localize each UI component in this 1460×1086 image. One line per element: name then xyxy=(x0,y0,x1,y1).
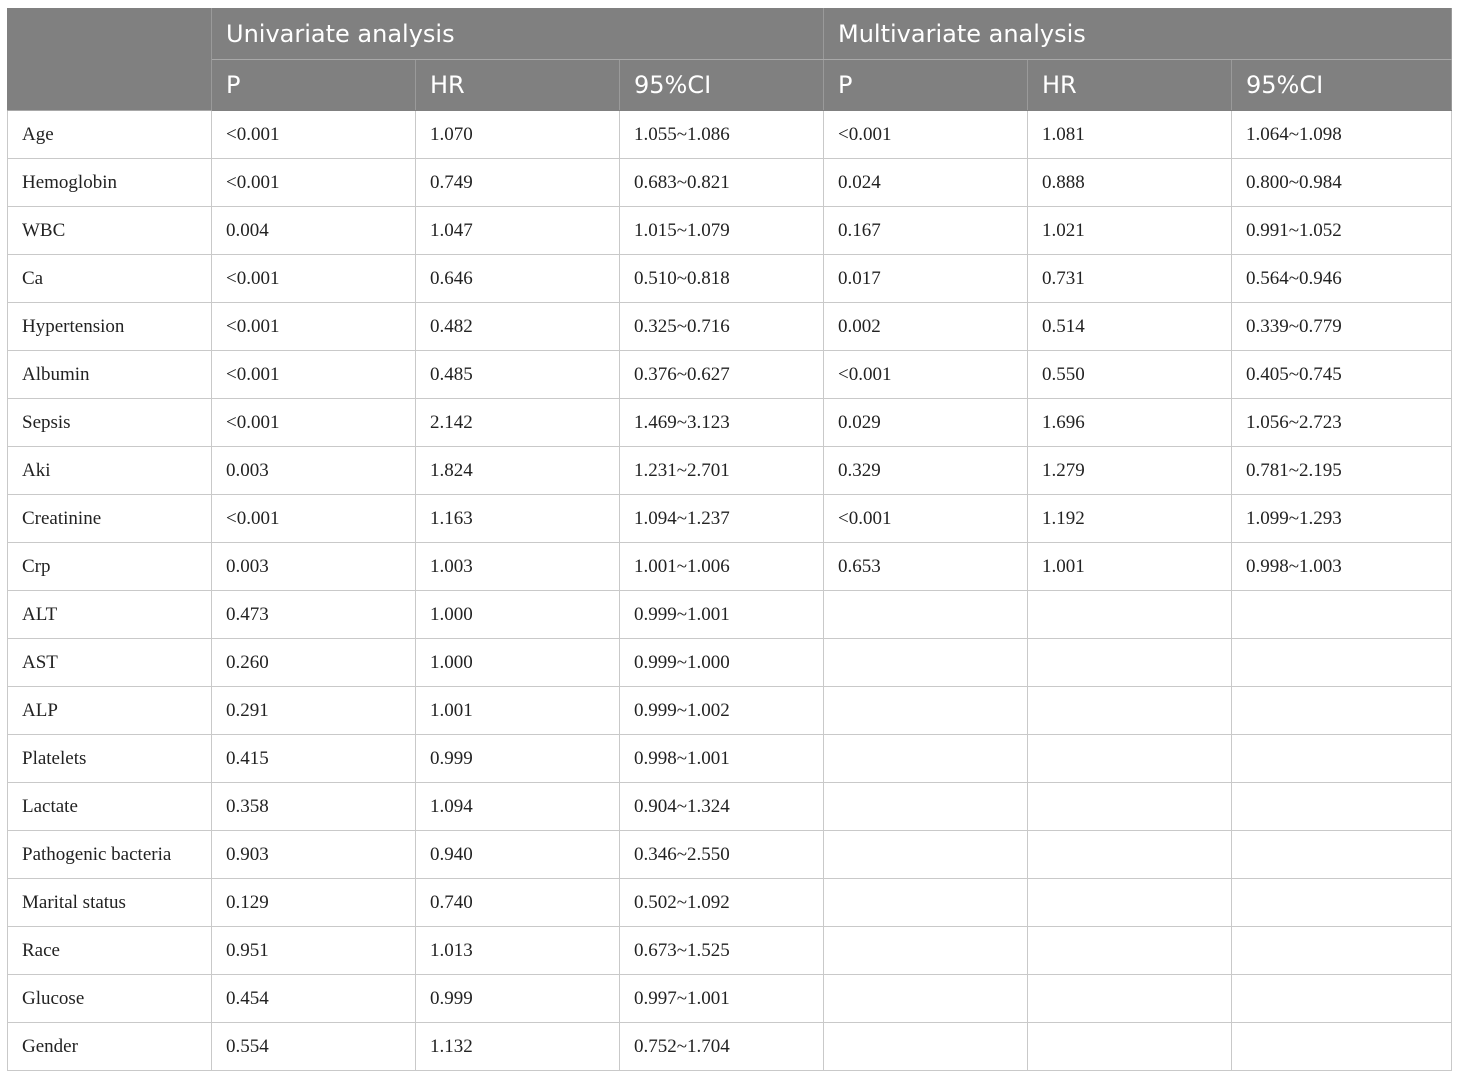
variable-cell: Hypertension xyxy=(8,303,212,351)
multivariate-p-header: P xyxy=(824,60,1028,111)
table-row xyxy=(8,255,1452,303)
variable-cell: AST xyxy=(8,639,212,687)
univariate-p-cell: 0.951 xyxy=(212,927,416,975)
variable-cell: Platelets xyxy=(8,735,212,783)
univariate-p-cell: 0.415 xyxy=(212,735,416,783)
variable-cell: Hemoglobin xyxy=(8,159,212,207)
univariate-p-cell: 0.003 xyxy=(212,447,416,495)
multivariate-ci-cell: 1.064~1.098 xyxy=(1232,111,1452,159)
univariate-p-cell: 0.358 xyxy=(212,783,416,831)
variable-cell: Marital status xyxy=(8,879,212,927)
univariate-p-cell: <0.001 xyxy=(212,399,416,447)
multivariate-hr-cell: 1.696 xyxy=(1028,399,1232,447)
univariate-ci-cell: 0.673~1.525 xyxy=(620,927,824,975)
multivariate-ci-cell xyxy=(1232,831,1452,879)
multivariate-p-cell: <0.001 xyxy=(824,495,1028,543)
univariate-hr-header: HR xyxy=(416,60,620,111)
multivariate-ci-cell xyxy=(1232,879,1452,927)
table-body xyxy=(8,111,1452,1071)
univariate-p-cell: 0.473 xyxy=(212,591,416,639)
multivariate-hr-cell: 0.731 xyxy=(1028,255,1232,303)
univariate-p-cell: 0.004 xyxy=(212,207,416,255)
univariate-p-cell: <0.001 xyxy=(212,111,416,159)
univariate-ci-cell: 1.231~2.701 xyxy=(620,447,824,495)
table-row xyxy=(8,207,1452,255)
variable-cell: Crp xyxy=(8,543,212,591)
table-row xyxy=(8,735,1452,783)
multivariate-ci-cell: 1.056~2.723 xyxy=(1232,399,1452,447)
multivariate-p-cell xyxy=(824,783,1028,831)
multivariate-hr-cell: 0.888 xyxy=(1028,159,1232,207)
multivariate-hr-header: HR xyxy=(1028,60,1232,111)
variable-cell: Lactate xyxy=(8,783,212,831)
variable-cell: ALP xyxy=(8,687,212,735)
multivariate-p-cell xyxy=(824,879,1028,927)
multivariate-hr-cell: 1.001 xyxy=(1028,543,1232,591)
multivariate-ci-cell xyxy=(1232,591,1452,639)
univariate-ci-cell: 0.999~1.001 xyxy=(620,591,824,639)
multivariate-p-cell: 0.167 xyxy=(824,207,1028,255)
univariate-p-cell: 0.454 xyxy=(212,975,416,1023)
multivariate-p-cell: 0.329 xyxy=(824,447,1028,495)
table-row xyxy=(8,447,1452,495)
univariate-ci-cell: 0.346~2.550 xyxy=(620,831,824,879)
multivariate-p-cell: 0.017 xyxy=(824,255,1028,303)
univariate-ci-cell: 0.997~1.001 xyxy=(620,975,824,1023)
univariate-hr-cell: 0.482 xyxy=(416,303,620,351)
multivariate-ci-cell: 0.991~1.052 xyxy=(1232,207,1452,255)
univariate-ci-cell: 1.469~3.123 xyxy=(620,399,824,447)
univariate-hr-cell: 0.646 xyxy=(416,255,620,303)
multivariate-p-cell xyxy=(824,639,1028,687)
multivariate-ci-cell: 0.781~2.195 xyxy=(1232,447,1452,495)
table-row xyxy=(8,1023,1452,1071)
table-row xyxy=(8,639,1452,687)
multivariate-ci-header: 95%CI xyxy=(1232,60,1452,111)
univariate-hr-cell: 1.132 xyxy=(416,1023,620,1071)
table-row xyxy=(8,831,1452,879)
multivariate-ci-cell xyxy=(1232,927,1452,975)
table-row xyxy=(8,159,1452,207)
table-row xyxy=(8,495,1452,543)
univariate-p-cell: <0.001 xyxy=(212,303,416,351)
univariate-ci-cell: 0.376~0.627 xyxy=(620,351,824,399)
table-row xyxy=(8,927,1452,975)
multivariate-hr-cell: 0.514 xyxy=(1028,303,1232,351)
univariate-ci-cell: 0.502~1.092 xyxy=(620,879,824,927)
table-row xyxy=(8,591,1452,639)
multivariate-ci-cell: 0.339~0.779 xyxy=(1232,303,1452,351)
header-subcolumn-row xyxy=(8,60,1452,111)
variable-cell: Creatinine xyxy=(8,495,212,543)
univariate-group-header: Univariate analysis xyxy=(212,9,824,60)
variable-cell: Gender xyxy=(8,1023,212,1071)
variable-cell: Aki xyxy=(8,447,212,495)
univariate-p-cell: <0.001 xyxy=(212,159,416,207)
univariate-hr-cell: 0.940 xyxy=(416,831,620,879)
table-header xyxy=(8,9,1452,111)
multivariate-p-cell xyxy=(824,687,1028,735)
univariate-hr-cell: 1.001 xyxy=(416,687,620,735)
univariate-hr-cell: 1.000 xyxy=(416,639,620,687)
multivariate-ci-cell xyxy=(1232,735,1452,783)
variable-cell: Age xyxy=(8,111,212,159)
multivariate-ci-cell: 0.405~0.745 xyxy=(1232,351,1452,399)
multivariate-ci-cell: 0.998~1.003 xyxy=(1232,543,1452,591)
table-row xyxy=(8,783,1452,831)
univariate-hr-cell: 0.999 xyxy=(416,975,620,1023)
univariate-ci-header: 95%CI xyxy=(620,60,824,111)
multivariate-ci-cell xyxy=(1232,1023,1452,1071)
univariate-ci-cell: 1.094~1.237 xyxy=(620,495,824,543)
univariate-hr-cell: 0.740 xyxy=(416,879,620,927)
multivariate-hr-cell: 1.021 xyxy=(1028,207,1232,255)
univariate-hr-cell: 1.047 xyxy=(416,207,620,255)
univariate-hr-cell: 0.999 xyxy=(416,735,620,783)
multivariate-hr-cell xyxy=(1028,783,1232,831)
header-group-row xyxy=(8,9,1452,60)
univariate-p-cell: 0.291 xyxy=(212,687,416,735)
univariate-ci-cell: 1.055~1.086 xyxy=(620,111,824,159)
multivariate-p-cell: <0.001 xyxy=(824,351,1028,399)
variable-cell: Glucose xyxy=(8,975,212,1023)
univariate-p-cell: 0.260 xyxy=(212,639,416,687)
univariate-p-cell: 0.554 xyxy=(212,1023,416,1071)
univariate-ci-cell: 0.999~1.000 xyxy=(620,639,824,687)
univariate-ci-cell: 0.510~0.818 xyxy=(620,255,824,303)
univariate-p-cell: 0.129 xyxy=(212,879,416,927)
univariate-ci-cell: 0.752~1.704 xyxy=(620,1023,824,1071)
univariate-p-cell: 0.003 xyxy=(212,543,416,591)
multivariate-p-cell xyxy=(824,591,1028,639)
univariate-hr-cell: 1.000 xyxy=(416,591,620,639)
univariate-p-cell: <0.001 xyxy=(212,255,416,303)
multivariate-ci-cell: 0.564~0.946 xyxy=(1232,255,1452,303)
multivariate-hr-cell xyxy=(1028,927,1232,975)
table-row xyxy=(8,975,1452,1023)
univariate-hr-cell: 1.824 xyxy=(416,447,620,495)
multivariate-p-cell: 0.002 xyxy=(824,303,1028,351)
univariate-hr-cell: 1.003 xyxy=(416,543,620,591)
multivariate-ci-cell xyxy=(1232,975,1452,1023)
univariate-ci-cell: 0.683~0.821 xyxy=(620,159,824,207)
univariate-hr-cell: 1.094 xyxy=(416,783,620,831)
table-row xyxy=(8,111,1452,159)
multivariate-p-cell: 0.024 xyxy=(824,159,1028,207)
table-row xyxy=(8,351,1452,399)
variable-cell: Ca xyxy=(8,255,212,303)
univariate-hr-cell: 1.070 xyxy=(416,111,620,159)
table-row xyxy=(8,303,1452,351)
variable-cell: Sepsis xyxy=(8,399,212,447)
multivariate-p-cell: <0.001 xyxy=(824,111,1028,159)
multivariate-group-header: Multivariate analysis xyxy=(824,9,1452,60)
univariate-p-header: P xyxy=(212,60,416,111)
univariate-ci-cell: 0.325~0.716 xyxy=(620,303,824,351)
multivariate-hr-cell xyxy=(1028,975,1232,1023)
multivariate-ci-cell: 0.800~0.984 xyxy=(1232,159,1452,207)
univariate-ci-cell: 0.904~1.324 xyxy=(620,783,824,831)
multivariate-hr-cell: 0.550 xyxy=(1028,351,1232,399)
multivariate-ci-cell xyxy=(1232,783,1452,831)
univariate-hr-cell: 1.163 xyxy=(416,495,620,543)
table-row xyxy=(8,399,1452,447)
multivariate-p-cell: 0.029 xyxy=(824,399,1028,447)
variable-column-header xyxy=(8,9,212,111)
multivariate-hr-cell xyxy=(1028,1023,1232,1071)
multivariate-ci-cell xyxy=(1232,639,1452,687)
univariate-p-cell: 0.903 xyxy=(212,831,416,879)
multivariate-hr-cell xyxy=(1028,591,1232,639)
univariate-p-cell: <0.001 xyxy=(212,351,416,399)
multivariate-p-cell xyxy=(824,975,1028,1023)
univariate-hr-cell: 0.485 xyxy=(416,351,620,399)
variable-cell: ALT xyxy=(8,591,212,639)
univariate-ci-cell: 0.999~1.002 xyxy=(620,687,824,735)
table-row xyxy=(8,543,1452,591)
multivariate-hr-cell xyxy=(1028,735,1232,783)
multivariate-ci-cell xyxy=(1232,687,1452,735)
multivariate-p-cell xyxy=(824,927,1028,975)
multivariate-ci-cell: 1.099~1.293 xyxy=(1232,495,1452,543)
multivariate-hr-cell xyxy=(1028,831,1232,879)
table-row xyxy=(8,879,1452,927)
univariate-hr-cell: 2.142 xyxy=(416,399,620,447)
multivariate-hr-cell xyxy=(1028,639,1232,687)
univariate-ci-cell: 1.015~1.079 xyxy=(620,207,824,255)
multivariate-hr-cell: 1.081 xyxy=(1028,111,1232,159)
multivariate-hr-cell xyxy=(1028,879,1232,927)
table-row xyxy=(8,687,1452,735)
multivariate-hr-cell xyxy=(1028,687,1232,735)
univariate-ci-cell: 1.001~1.006 xyxy=(620,543,824,591)
univariate-hr-cell: 0.749 xyxy=(416,159,620,207)
univariate-ci-cell: 0.998~1.001 xyxy=(620,735,824,783)
variable-cell: Pathogenic bacteria xyxy=(8,831,212,879)
variable-cell: Race xyxy=(8,927,212,975)
multivariate-p-cell xyxy=(824,735,1028,783)
multivariate-hr-cell: 1.279 xyxy=(1028,447,1232,495)
variable-cell: Albumin xyxy=(8,351,212,399)
multivariate-hr-cell: 1.192 xyxy=(1028,495,1232,543)
univariate-hr-cell: 1.013 xyxy=(416,927,620,975)
multivariate-p-cell: 0.653 xyxy=(824,543,1028,591)
univariate-p-cell: <0.001 xyxy=(212,495,416,543)
multivariate-p-cell xyxy=(824,1023,1028,1071)
variable-cell: WBC xyxy=(8,207,212,255)
multivariate-p-cell xyxy=(824,831,1028,879)
regression-results-table xyxy=(7,8,1452,1071)
